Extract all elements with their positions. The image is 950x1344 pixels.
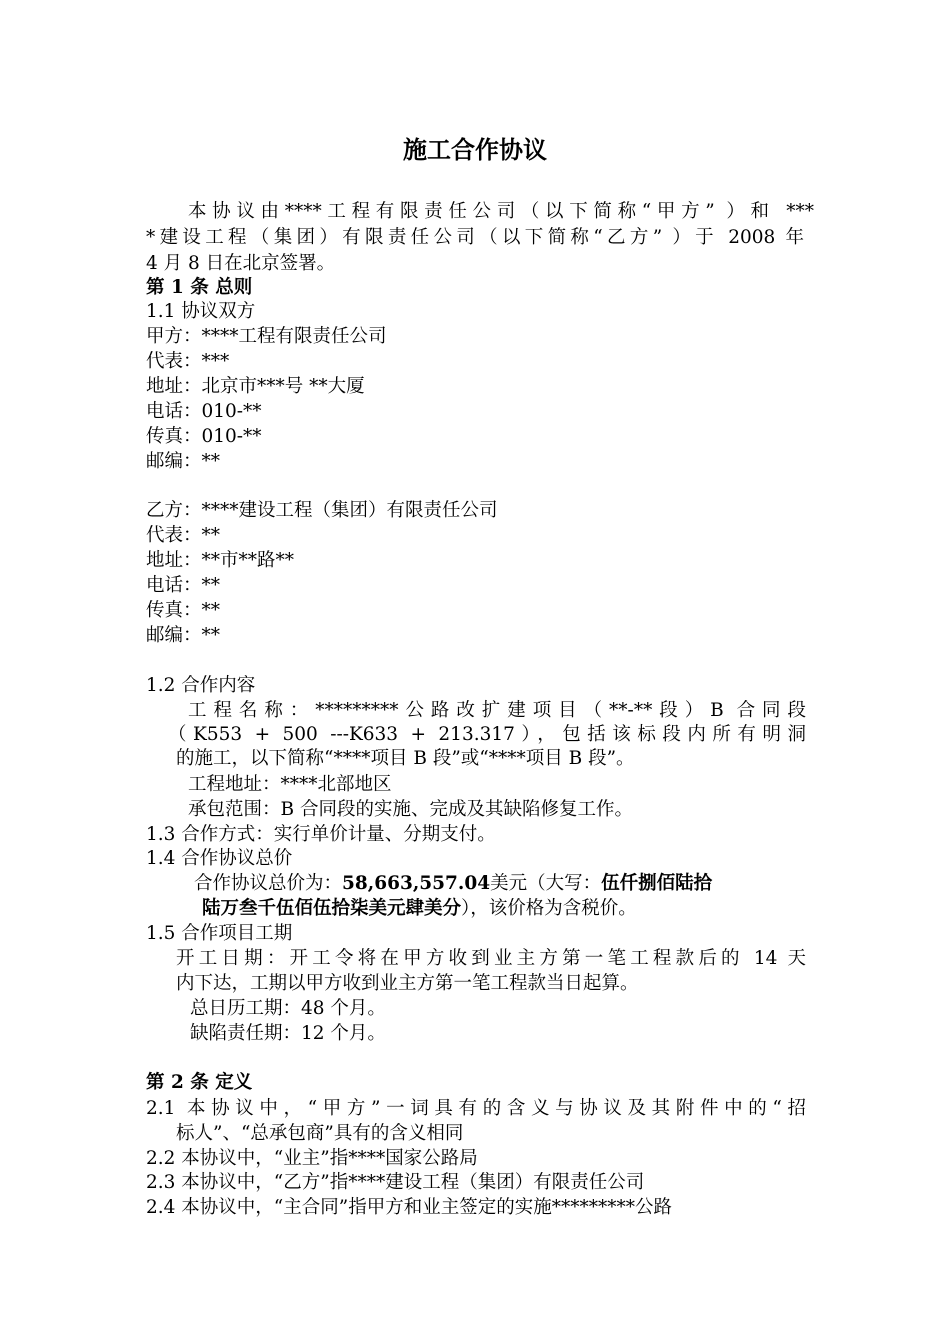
project-name-line: （K553 + 500 ---K633 + 213.317），包括该标段内所有明洞 (168, 724, 806, 745)
section-1-2-heading: 1.2 合作内容 (146, 675, 256, 696)
document-title: 施工合作协议 (403, 135, 547, 164)
definition-2-3: 2.3 本协议中，“乙方”指****建设工程（集团）有限责任公司 (146, 1172, 645, 1193)
price-amount: 58,663,557.04 (342, 873, 491, 894)
contract-price-line (194, 871, 806, 896)
party-a-phone: 电话：010-** (146, 401, 262, 422)
start-date-line: 内下达，工期以甲方收到业主方第一笔工程款当日起算。 (176, 973, 639, 994)
price-note: ），该价格为含税价。 (461, 898, 637, 919)
party-a-address: 地址：北京市***号 **大厦 (146, 376, 365, 397)
total-period: 总日历工期：48 个月。 (190, 998, 386, 1019)
contract-scope: 承包范围：B 合同段的实施、完成及其缺陷修复工作。 (188, 799, 633, 820)
party-b-representative: 代表：** (146, 525, 221, 546)
section-1-4-heading: 1.4 合作协议总价 (146, 848, 293, 869)
article-2-heading: 第 2 条 定义 (146, 1072, 253, 1093)
party-a-fax: 传真：010-** (146, 426, 262, 447)
party-b-name: 乙方：****建设工程（集团）有限责任公司 (146, 500, 498, 521)
definition-2-1: 标人”、“总承包商”具有的含义相同 (176, 1123, 464, 1144)
defect-liability-period: 缺陷责任期：12 个月。 (190, 1023, 386, 1044)
price-currency: 美元（大写： (490, 873, 602, 894)
party-b-phone: 电话：** (146, 575, 221, 596)
project-name-line: 的施工，以下简称“****项目 B 段”或“****项目 B 段”。 (176, 748, 635, 769)
project-address: 工程地址：****北部地区 (188, 774, 392, 795)
party-b-fax: 传真：** (146, 600, 221, 621)
party-b-zip: 邮编：** (146, 625, 221, 646)
party-a-representative: 代表：*** (146, 351, 230, 372)
definition-2-1: 2.1 本协议中，“甲方”一词具有的含义与协议及其附件中的“招 (146, 1098, 806, 1119)
start-date-line: 开工日期：开工令将在甲方收到业主方第一笔工程款后的 14 天 (176, 948, 806, 969)
section-1-3: 1.3 合作方式：实行单价计量、分期支付。 (146, 824, 496, 845)
section-1-5-heading: 1.5 合作项目工期 (146, 923, 293, 944)
preamble-line: *建设工程（集团）有限责任公司（以下简称“乙方” ）于 2008 年 (146, 227, 804, 248)
definition-2-2: 2.2 本协议中，“业主”指****国家公路局 (146, 1148, 478, 1169)
preamble-line: 本协议由****工程有限责任公司（以下简称“甲方” ）和 *** (188, 201, 814, 222)
party-a-name: 甲方：****工程有限责任公司 (146, 326, 387, 347)
article-1-heading: 第 1 条 总则 (146, 277, 253, 298)
contract-price-line (202, 896, 870, 921)
party-a-zip: 邮编：** (146, 451, 221, 472)
party-b-address: 地址：**市**路** (146, 550, 295, 571)
definition-2-4: 2.4 本协议中，“主合同”指甲方和业主签定的实施*********公路 (146, 1197, 672, 1218)
preamble-line: 4 月 8 日在北京签署。 (146, 253, 336, 274)
price-in-words: 伍仟捌佰陆拾 (601, 873, 713, 894)
section-1-1-heading: 1.1 协议双方 (146, 301, 256, 322)
project-name-line: 工程名称：*********公路改扩建项目（**-**段）B 合同段 (188, 700, 806, 721)
price-label: 合作协议总价为： (194, 873, 343, 894)
price-in-words: 陆万叁千伍佰伍拾柒美元肆美分 (202, 898, 462, 919)
